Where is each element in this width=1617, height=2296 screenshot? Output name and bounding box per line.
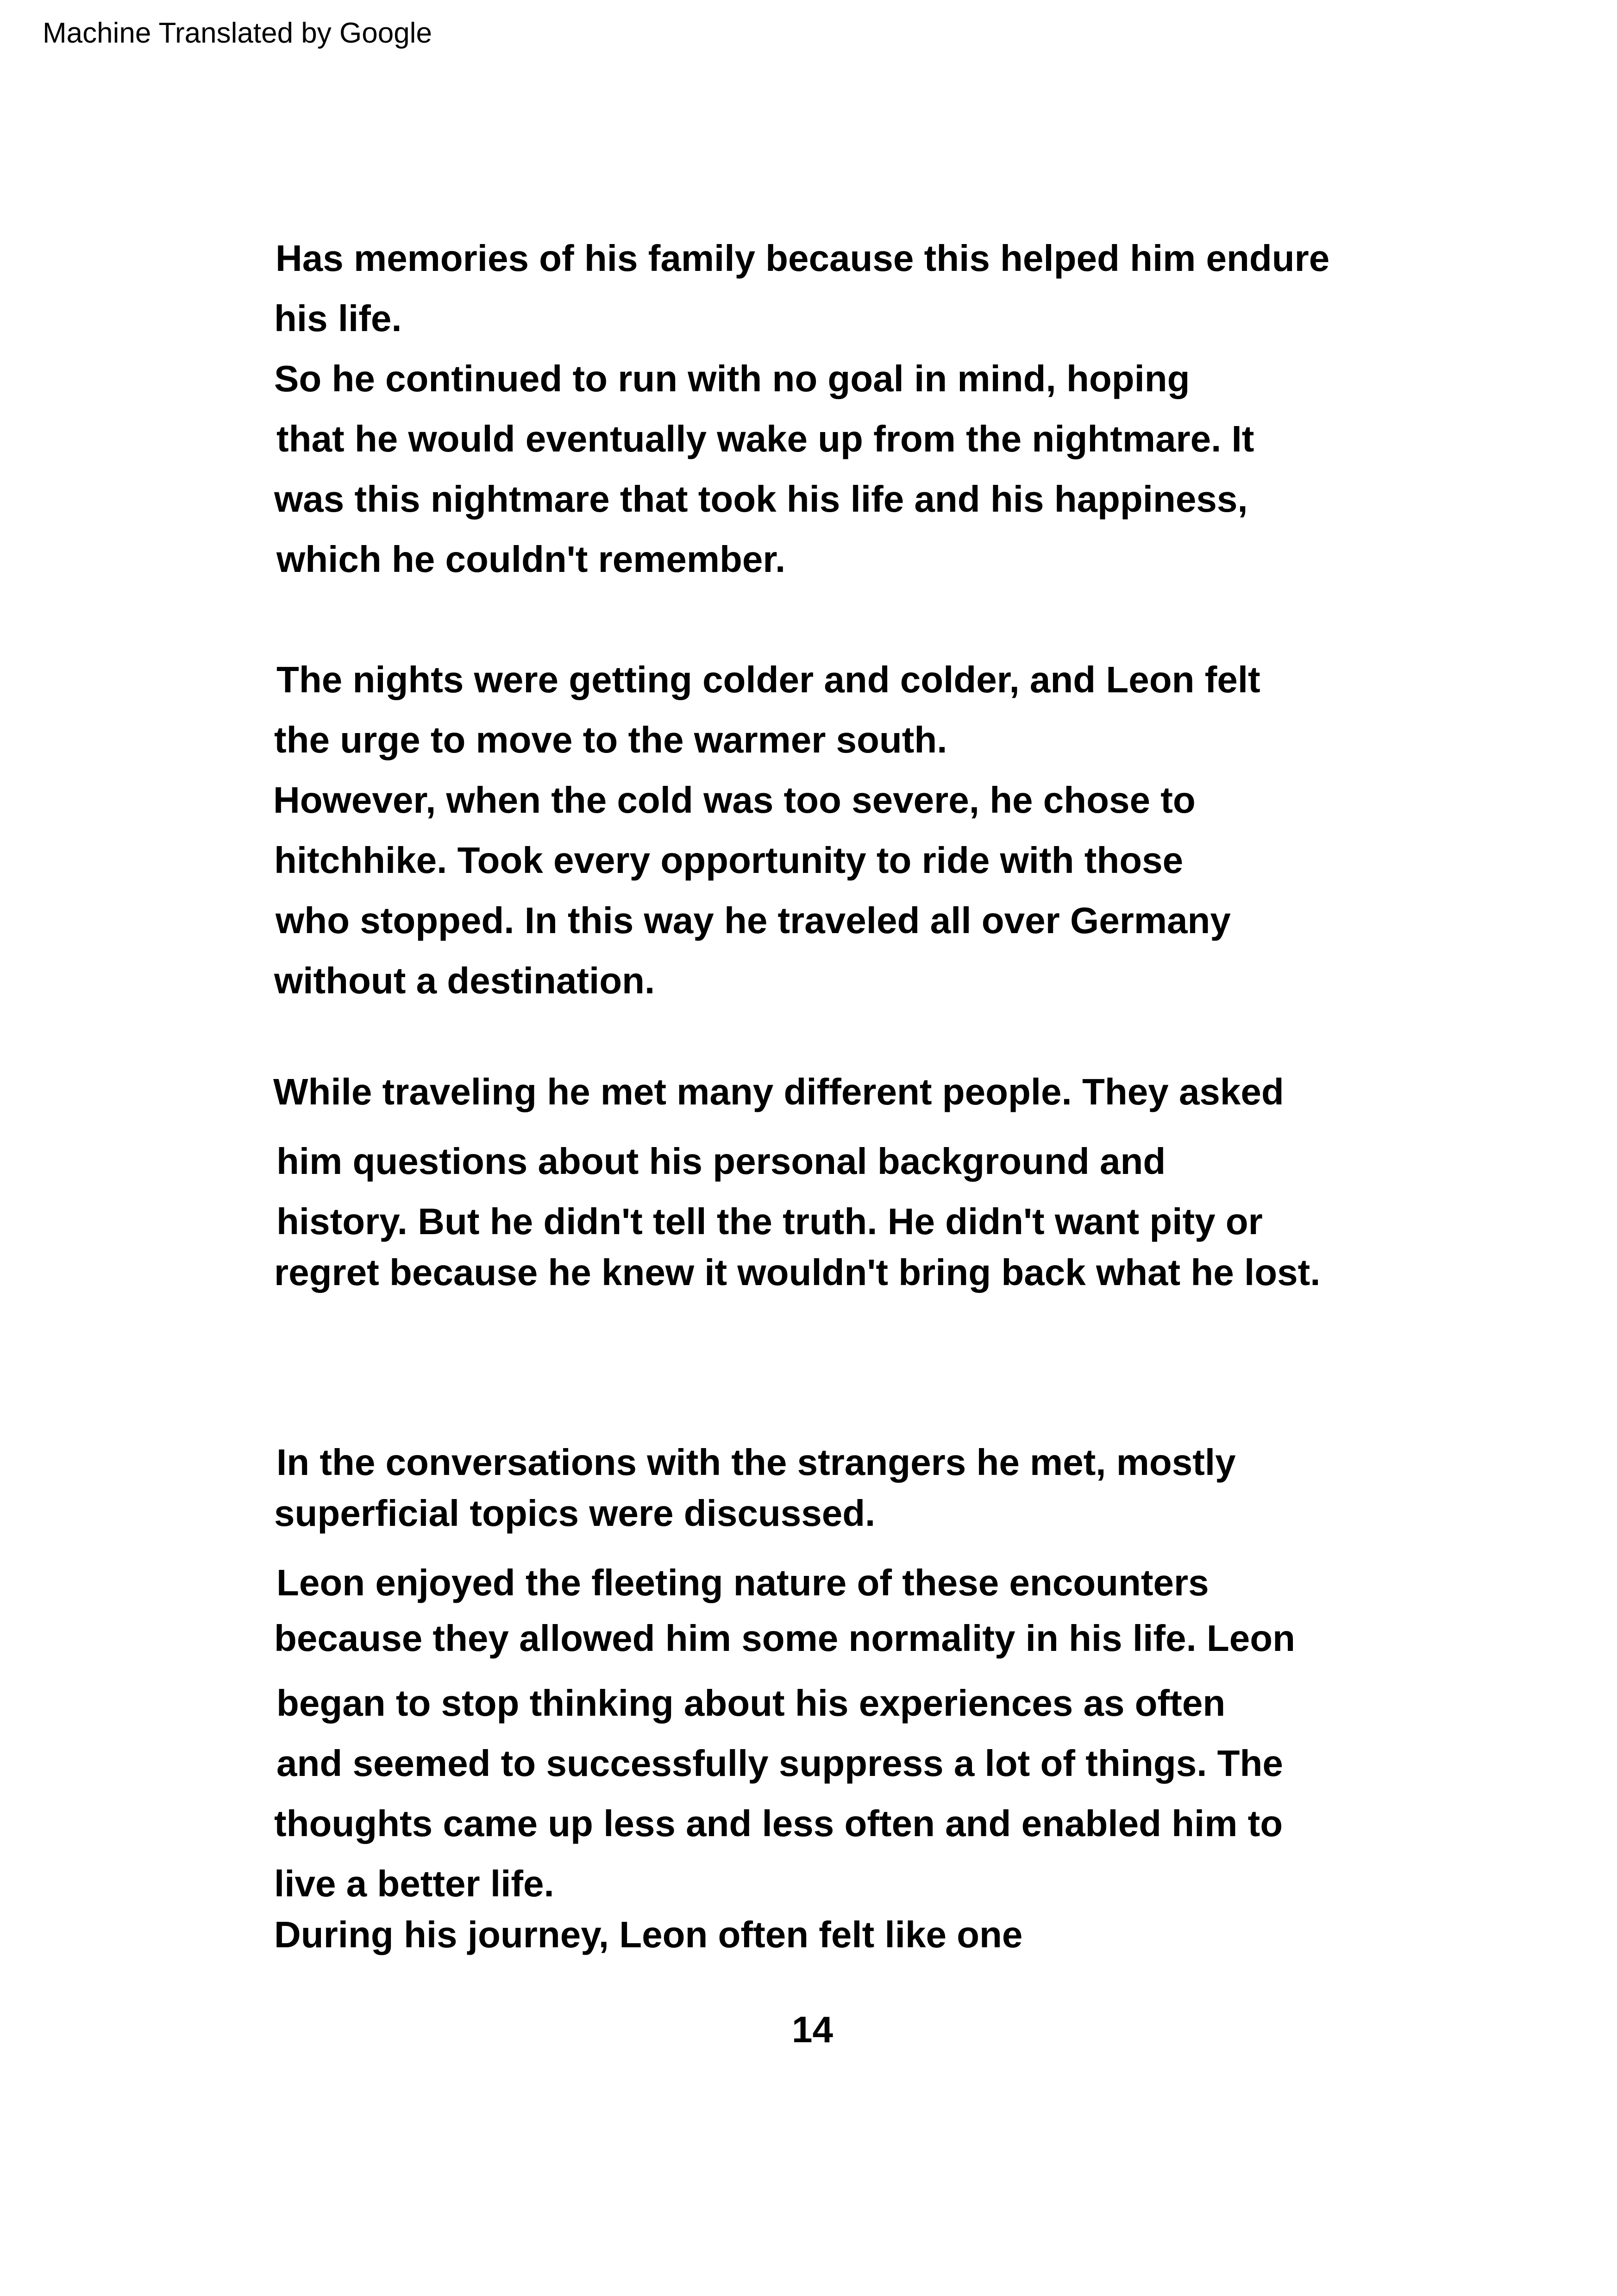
text-line: live a better life. <box>274 1863 554 1904</box>
text-line: In the conversations with the strangers he met, mostly <box>276 1442 1236 1483</box>
text-line: was this nightmare that took his life and his happiness, <box>274 478 1248 520</box>
text-line: without a destination. <box>274 960 655 1001</box>
text-line: his life. <box>274 298 402 339</box>
text-line: However, when the cold was too severe, he chose to <box>273 779 1196 821</box>
text-line: The nights were getting colder and colder, and Leon felt <box>276 659 1260 700</box>
text-line: who stopped. In this way he traveled all over Germany <box>276 900 1231 941</box>
text-line: thoughts came up less and less often and enabled him to <box>274 1803 1283 1844</box>
text-line: Leon enjoyed the fleeting nature of these encounters <box>276 1562 1209 1603</box>
text-line: which he couldn't remember. <box>276 539 786 580</box>
text-line: superficial topics were discussed. <box>274 1493 876 1534</box>
text-line: Has memories of his family because this helped him endure <box>276 238 1330 279</box>
text-line: and seemed to successfully suppress a lot of things. The <box>276 1743 1283 1784</box>
machine-translation-note: Machine Translated by Google <box>43 17 432 49</box>
text-line: began to stop thinking about his experiences as often <box>276 1682 1226 1724</box>
text-line: the urge to move to the warmer south. <box>274 719 947 760</box>
text-line: him questions about his personal background and <box>276 1141 1166 1182</box>
text-line: hitchhike. Took every opportunity to ride with those <box>274 840 1184 881</box>
text-line: While traveling he met many different people. They asked <box>273 1071 1284 1112</box>
page-number: 14 <box>792 2009 833 2050</box>
text-line: history. But he didn't tell the truth. He didn't want pity or <box>276 1201 1263 1242</box>
text-line: regret because he knew it wouldn't bring back what he lost. <box>274 1252 1321 1293</box>
text-line: because they allowed him some normality in his life. Leon <box>274 1618 1295 1659</box>
text-line: that he would eventually wake up from the nightmare. It <box>276 418 1254 459</box>
text-line: So he continued to run with no goal in mind, hoping <box>274 358 1190 399</box>
text-line: During his journey, Leon often felt like one <box>274 1914 1023 1955</box>
